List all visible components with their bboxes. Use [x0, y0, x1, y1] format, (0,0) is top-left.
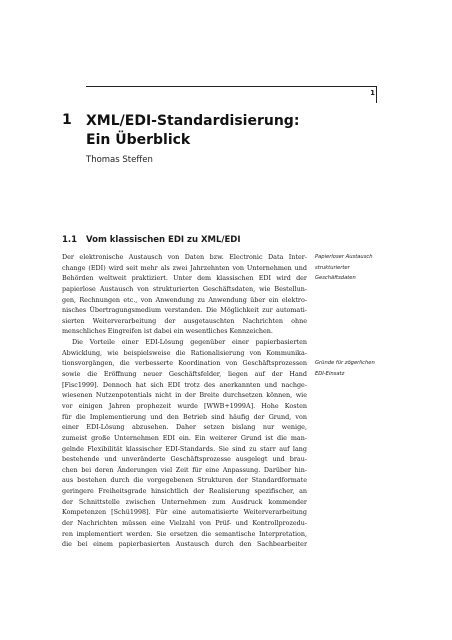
author-name: Thomas Steffen [86, 155, 153, 165]
margin-note-line: Papierloser Austausch [315, 254, 373, 260]
margin-note-line: Geschäftsdaten [315, 275, 356, 282]
body-line: change (EDI) wird seit mehr als zwei Jahrzehnten von Unternehmen und [62, 263, 307, 272]
body-line: zumeist große Unternehmen EDI ein. Ein weiterer Grund ist die man- [62, 433, 307, 442]
body-line: vor einigen Jahren prophezeit wurde [WWB+1999A]. Hohe Kosten [62, 401, 307, 410]
body-line: [Fisc1999]. Dennoch hat sich EDI trotz des anerkannten und nachge- [62, 380, 307, 389]
body-line: wiesenen Nutzenpotentials nicht in der Breite durchsetzen können, wie [62, 391, 307, 400]
body-line: gelnde Flexibilität klassischer EDI-Standards. Sie sind zu starr auf lang [62, 444, 307, 453]
body-text [62, 252, 307, 550]
body-line: einer EDI-Lösung abzusehen. Daher setzen bislang nur wenige, [62, 423, 307, 432]
body-line: für die Implementierung und den Betrieb sind häufig der Grund, von [62, 412, 307, 421]
body-line: Kompetenzen [Schü1998]. Für eine automatisierte Weiterverarbeitung [62, 508, 307, 517]
chapter-title-line: XML/EDI-Standardisierung: [86, 113, 300, 129]
body-line: Abwicklung, wie beispielsweise die Rationalisierung von Kommunika- [62, 348, 307, 357]
body-line: Der elektronische Austausch von Daten bzw. Electronic Data Inter- [62, 253, 307, 261]
margin-note [315, 358, 385, 379]
body-line: sierten Weiterverarbeitung der ausgetauschten Nachrichten ohne [62, 316, 307, 325]
chapter-title-line: Ein Überblick [86, 132, 191, 148]
margin-note-line: strukturierter [315, 264, 350, 271]
header-rule [86, 86, 377, 87]
body-line: papierlose Austausch von strukturierten Geschäftsdaten, wie Bestellun- [62, 284, 307, 293]
chapter-number: 1 [62, 112, 72, 128]
body-line: sowie die Eröffnung neuer Geschäftsfelder, liegen auf der Hand [62, 370, 307, 379]
body-line: der Nachrichten müssen eine Vielzahl von Prüf- und Kontrollprozedu- [62, 519, 307, 528]
header-vertical-rule [376, 86, 377, 103]
chapter-title [86, 112, 316, 150]
body-line: chen bei deren Änderungen viel Zeit für eine Anpassung. Darüber hin- [62, 465, 307, 474]
body-line: nisches Übertragungsmedium verstanden. Die Möglichkeit zur automati- [62, 306, 307, 315]
section-number: 1.1 [62, 235, 78, 245]
body-line: Die Vorteile einer EDI-Lösung gegenüber einer papierbasierten [72, 338, 307, 347]
body-line: menschliches Eingreifen ist dabei ein wesentliches Kennzeichen. [62, 327, 273, 336]
margin-note-line: Gründe für zögerlichen [315, 360, 375, 366]
page-number: 1 [370, 89, 375, 97]
body-line: aus bestehen durch die vorgegebenen Strukturen der Standardformate [62, 476, 307, 485]
body-line: die bei einem papierbasierten Austausch durch den Sachbearbeiter [62, 540, 307, 549]
margin-note [315, 252, 385, 284]
body-line: gen, Rechnungen etc., von Anwendung zu Anwendung über ein elektro- [62, 295, 307, 304]
body-line: tionsvorgängen, die verbesserte Koordination von Geschäftsprozessen [62, 359, 307, 368]
section-title: Vom klassischen EDI zu XML/EDI [86, 235, 241, 245]
margin-note-line: EDI-Einsatz [315, 370, 345, 377]
body-line: geringere Freiheitsgrade hinsichtlich der Realisierung spezifischer, an [62, 487, 307, 496]
body-line: ren implementiert werden. Sie ersetzen die semantische Interpretation, [62, 529, 307, 538]
body-line: bestehende und unveränderte Geschäftsprozesse ausgelegt und brau- [62, 455, 307, 464]
body-line: der Schnittstelle zwischen Unternehmen zum Ausdruck kommender [62, 497, 307, 506]
body-line: Behörden weltweit praktiziert. Unter dem klassischen EDI wird der [62, 274, 307, 283]
